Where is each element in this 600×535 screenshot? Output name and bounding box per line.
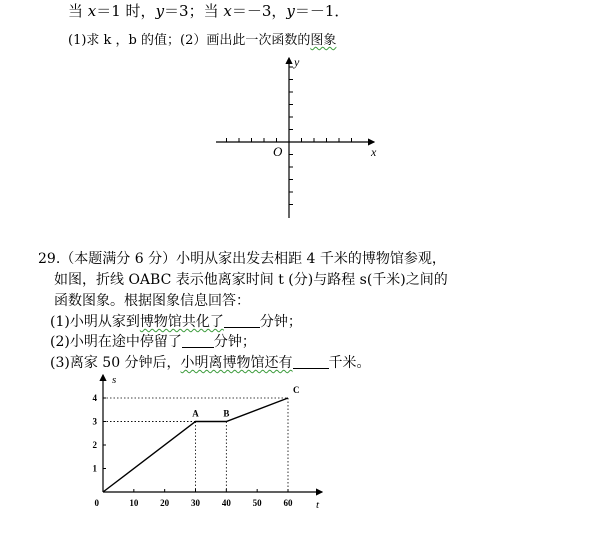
- q29-line2: 如图，折线 OABC 表示他离家时间 t (分)与路程 s(千米)之间的: [54, 272, 448, 288]
- chart-x-tick-label: 60: [283, 498, 293, 508]
- chart-x-axis-label: t: [316, 499, 320, 511]
- q29-sub1-a: (1)小明从家到: [50, 314, 140, 330]
- q29-sub3-b: 小明离博物馆还有: [180, 355, 293, 371]
- chart-x-tick-label: 10: [129, 498, 139, 508]
- grid-origin-label: O: [273, 144, 283, 159]
- q28-tasks-text: (1)求 k ，b 的值；(2）画出此一次函数的: [68, 33, 311, 48]
- q29-sub1-c: 分钟；: [259, 314, 302, 330]
- q28-val1: ＝3；: [164, 2, 204, 20]
- chart-point-label: B: [223, 408, 230, 419]
- q28-eq1: ＝1 时，: [96, 2, 156, 20]
- q28-var-y2: y: [286, 2, 295, 20]
- q28-val2: ＝－1．: [294, 2, 350, 20]
- chart-x-tick-label: 40: [221, 498, 231, 508]
- chart-x-tick-label: 20: [160, 498, 170, 508]
- q28-eq2: ＝－3，: [231, 2, 287, 20]
- q29-sub3-c: 千米。: [328, 355, 371, 371]
- grid-x-label: x: [371, 145, 377, 159]
- q29-sub2-a: (2)小明在途中停留了: [50, 334, 182, 350]
- chart-x-tick-label: 50: [252, 498, 262, 508]
- q28-var-y1: y: [155, 2, 165, 20]
- chart-x-tick-label: 30: [191, 498, 200, 508]
- chart-y-tick-label: 2: [92, 440, 97, 450]
- q28-prefix: 当: [68, 2, 88, 20]
- q28-var-x2: x: [223, 2, 232, 20]
- chart-x-tick-label: 0: [94, 498, 99, 508]
- chart-y-axis-label: s: [112, 374, 117, 386]
- q28-var-x1: x: [87, 2, 97, 20]
- q29-sub2-b: 分钟；: [213, 334, 256, 350]
- chart-y-tick-label: 4: [92, 393, 97, 403]
- q29-sub1-b: 博物馆共化了: [139, 314, 224, 330]
- chart-y-tick-label: 1: [92, 463, 97, 474]
- chart-point-label: C: [293, 385, 300, 395]
- grid-y-label: y: [294, 55, 300, 69]
- q29-line1: 29.（本题满分 6 分）小明从家出发去相距 4 千米的博物馆参观，: [38, 251, 446, 267]
- q28-tasks-underlined: 图象: [310, 33, 337, 48]
- chart-y-tick-label: 3: [92, 416, 97, 427]
- chart-point-label: A: [192, 408, 199, 419]
- q28-mid: 当: [203, 2, 224, 20]
- q29-sub3-a: (3)离家 50 分钟后，: [50, 355, 181, 371]
- q29-line3: 函数图象。根据图象信息回答：: [54, 293, 250, 309]
